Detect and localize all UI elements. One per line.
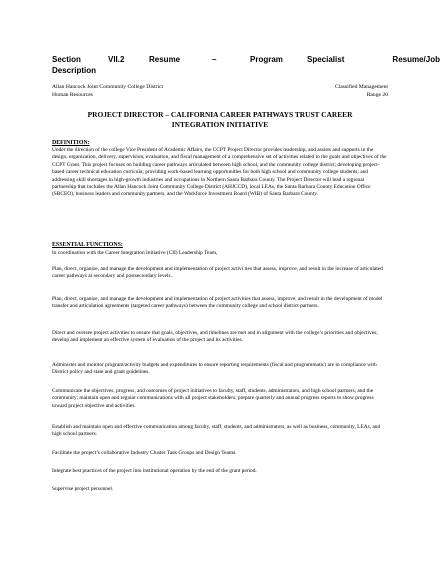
definition-text: Under the direction of the college Vice President of Academic Affairs, the CCPT Project Director provides leadership, and assists and supports in the design, organization, delivery, supervision, evaluation, and fiscal management of a comprehensive set of activities related to the goals and objectives of the CCPT Grant. This project focuses on building career pathways articulated between high school, and the community college district; developing project-based career technical education curricula; providing work-based learning opportunities for both high school and community college students; and addressing skill shortages in high-growth industries and occupations in Northern Santa Barbara County. The Project Director will lead a regional partnership that includes the Allan Hancock Joint Community College District (AHJCCD), local LEAs, the Santa Barbara County Education Office (SBCEO), business leaders and community partners, and the Workforce Investment Board (WIB) of Santa Barbara County. <box>52 147 387 198</box>
function-item-4: Administer and monitor program/activity budgets and expenditures to ensure reporting requirements (fiscal and programmatic) are in compliance with District policy and state and grant guidelines. <box>52 362 377 376</box>
essential-functions-intro: In coordination with the Career Integration Initiative (CII) Leadership Team, <box>52 250 218 256</box>
function-item-1: Plan, direct, organize, and manage the development and implementation of project activi ties that assess, improve, and result in the increase of articulated career pathways at secondary and postsecondary levels. <box>52 266 383 280</box>
range-text: Range 20 <box>366 92 388 98</box>
function-item-2: Plan, direct, organize, and manage the development and implementation of project activities that assess, improve, and result in the development of model transfer and articulation agreements (targeted career pathways) between the community college and school district partners. <box>52 296 383 310</box>
function-item-5: Communicate the objectives, progress, and outcomes of project initiatives to faculty, staff, students, administrators, and high school partners, and the community; maintain open and regular communications with all project stakeholders; prepare quarterly and annual progress reports to show progress toward project objective and activities. <box>52 388 374 409</box>
district-name: Allan Hancock Joint Community College District <box>52 84 164 90</box>
department-name: Human Resources <box>52 92 93 98</box>
resume-job-word: Resume/Job <box>392 55 440 64</box>
program-word: Program <box>250 55 283 64</box>
function-item-3: Direct and oversee project activities to ensure that goals, objectives, and timelines are met and in alignment with the college’s priorities and objectives; develop and implement an effective system of evaluation of the project and its activities. <box>52 330 378 344</box>
function-item-8: Integrate best practices of the project into institutional operation by the end of the grant period. <box>52 468 257 474</box>
function-item-6: Establish and maintain open and effective communication among faculty, staff, students, and administrators, as well as business, community, LEAs, and high school partners. <box>52 424 381 438</box>
section-label: Section <box>52 55 81 64</box>
title-line-1: PROJECT DIRECTOR – CALIFORNIA CAREER PATHWAYS TRUST CAREER <box>87 110 353 119</box>
definition-heading: DEFINITION: <box>52 140 90 146</box>
resume-word: Resume <box>149 55 181 64</box>
function-item-7: Facilitate the project’s collaborative Industry Cluster Task Groups and Design Teams. <box>52 450 237 456</box>
header-line <box>52 55 440 66</box>
section-number: VII.2 <box>108 55 125 64</box>
classification-text: Classified Management <box>335 84 388 90</box>
dash: – <box>212 55 217 64</box>
essential-functions-heading: ESSENTIAL FUNCTIONS: <box>52 242 123 248</box>
description-word: Description <box>52 66 97 75</box>
page-title <box>52 110 388 130</box>
title-line-2: INTEGRATION INITIATIVE <box>171 120 269 129</box>
function-item-9: Supervise project personnel. <box>52 486 114 492</box>
specialist-word: Specialist <box>307 55 345 64</box>
